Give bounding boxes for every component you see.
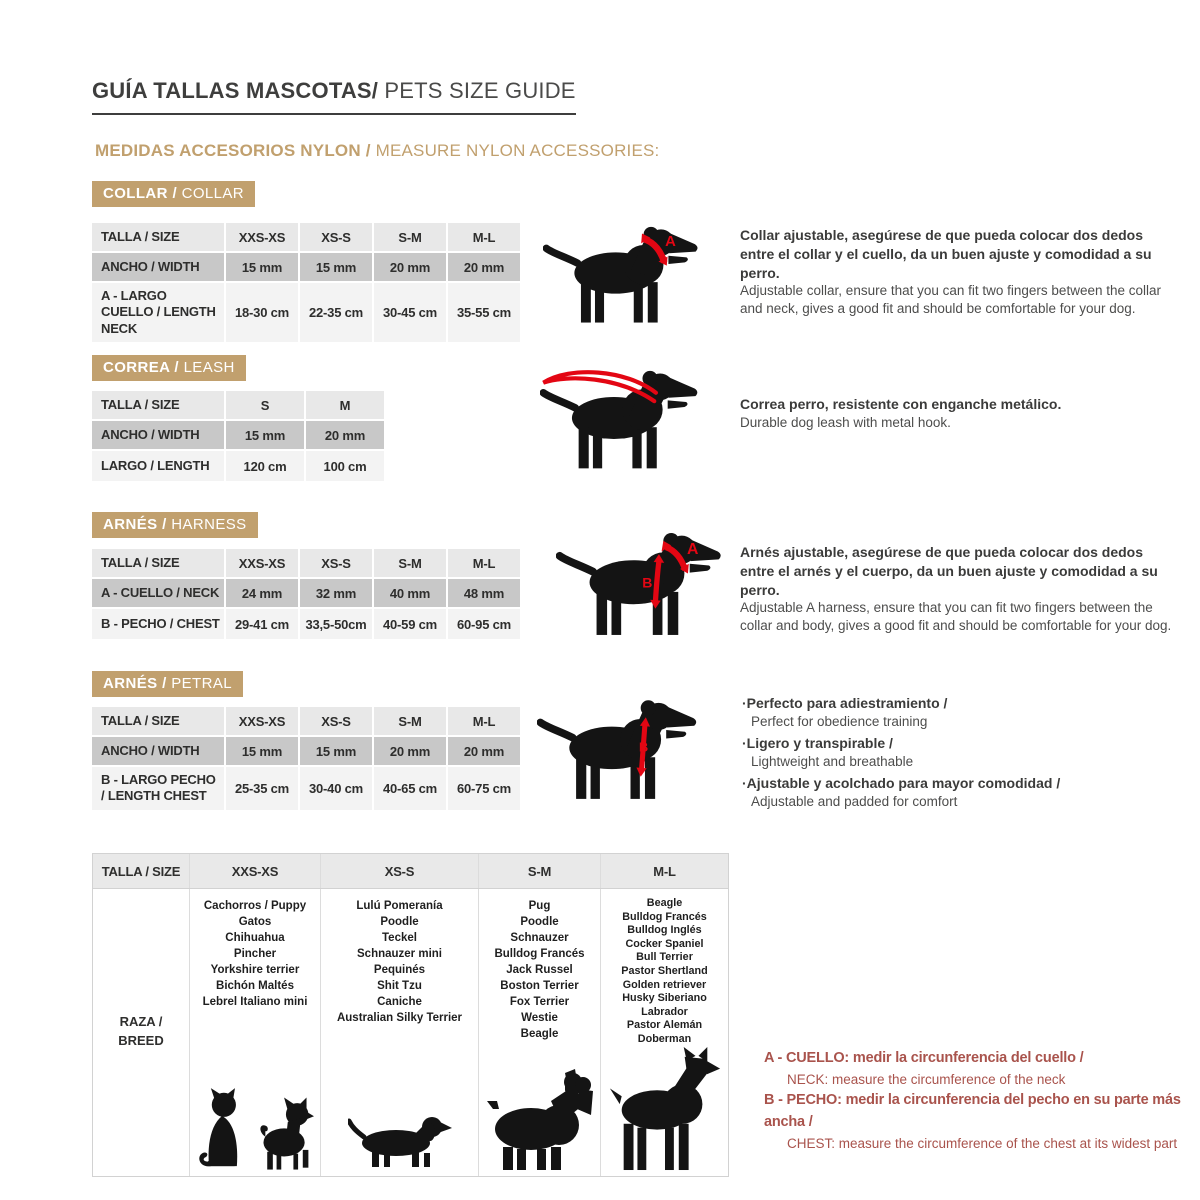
leash-size-table xyxy=(92,389,386,483)
size-table-header-row xyxy=(92,707,520,735)
leash-desc-es: Correa perro, resistente con enganche metálico. xyxy=(740,396,1062,412)
size-table-row xyxy=(92,579,520,607)
breed-list xyxy=(321,889,478,1026)
size-table-cell: 100 cm xyxy=(306,451,384,481)
harness-desc-en: Adjustable A harness, ensure that you can fit two fingers between the collar and body, gives a good fit and should be comfortable for your dog. xyxy=(740,600,1172,634)
breed-item: Gatos xyxy=(238,916,272,928)
breed-item: Boston Terrier xyxy=(500,980,579,992)
size-table-header-label: TALLA / SIZE xyxy=(92,549,224,577)
size-table-cell: 33,5-50cm xyxy=(300,609,372,639)
size-table-cell: 30-45 cm xyxy=(374,283,446,342)
size-table-cell: 40-65 cm xyxy=(374,767,446,810)
breed-item: Lebrel Italiano mini xyxy=(202,996,308,1008)
size-table-cell: 24 mm xyxy=(226,579,298,607)
page-title-en: PETS SIZE GUIDE xyxy=(384,78,576,103)
feature-es: · Ajustable y acolchado para mayor comodidad / xyxy=(742,774,1060,793)
feature-item xyxy=(742,694,1060,731)
harness-desc-es: Arnés ajustable, asegúrese de que pueda colocar dos dedos entre el arnés y el cuerpo, da un buen ajuste y comodidad a su perro. xyxy=(740,544,1158,598)
note-a-es: A - CUELLO: medir la circunferencia del cuello / xyxy=(764,1050,1084,1066)
breed-item: Caniche xyxy=(377,996,422,1008)
feature-es: · Ligero y transpirable / xyxy=(742,734,1060,753)
size-table-row-label: B - PECHO / CHEST xyxy=(92,609,224,639)
breed-item: Fox Terrier xyxy=(509,996,570,1008)
page-subtitle xyxy=(95,141,659,161)
dog-with-collar-marking-icon xyxy=(543,220,708,336)
size-table-header-cell: S-M xyxy=(374,549,446,577)
collar-desc-en: Adjustable collar, ensure that you can fit two fingers between the collar and neck, gives a good fit and should be comfortable for your dog. xyxy=(740,283,1161,317)
breed-item: Teckel xyxy=(382,932,417,944)
size-table-row-label: ANCHO / WIDTH xyxy=(92,737,224,765)
size-table-header-row xyxy=(92,223,520,251)
dachshund-silhouette-icon xyxy=(348,1105,452,1171)
size-table-cell: 32 mm xyxy=(300,579,372,607)
breed-item: Poodle xyxy=(520,916,559,928)
page-subtitle-en: MEASURE NYLON ACCESSORIES: xyxy=(375,141,660,160)
petral-badge-en: PETRAL xyxy=(171,675,232,692)
breed-item: Beagle xyxy=(646,897,683,909)
breed-item: Bichón Maltés xyxy=(216,980,294,992)
breed-item: Bulldog Francés xyxy=(622,910,707,923)
leash-desc-en: Durable dog leash with metal hook. xyxy=(740,414,951,430)
size-table-cell: 20 mm xyxy=(448,253,520,281)
collar-desc-es: Collar ajustable, asegúrese de que pueda colocar dos dedos entre el collar y el cuello, da un buen ajuste y comodidad a su perro. xyxy=(740,227,1152,281)
size-table-header-label: TALLA / SIZE xyxy=(92,223,224,251)
dog-with-harness-marking-icon xyxy=(556,526,732,649)
size-table-cell: 15 mm xyxy=(226,253,298,281)
collar-size-table xyxy=(92,221,522,344)
harness-badge-en: HARNESS xyxy=(171,516,247,533)
harness-b-label: B xyxy=(642,574,653,591)
harness-badge-es: ARNÉS / xyxy=(103,516,167,533)
breed-item: Golden retriever xyxy=(622,978,707,991)
breed-item: Pastor Shertland xyxy=(621,964,708,977)
size-table-cell: 60-75 cm xyxy=(448,767,520,810)
size-table-header-cell: S-M xyxy=(374,707,446,735)
animal-silhouettes xyxy=(190,1087,320,1176)
size-table-row-label: A - CUELLO / NECK xyxy=(92,579,224,607)
size-table-cell: 15 mm xyxy=(300,737,372,765)
size-table-row-label: LARGO / LENGTH xyxy=(92,451,224,481)
collar-section-badge xyxy=(92,181,255,207)
size-table xyxy=(90,221,522,344)
breed-row-label-en: BREED xyxy=(118,1033,164,1049)
size-table-header-row xyxy=(92,391,384,419)
leash-badge-en: LEASH xyxy=(183,359,235,376)
feature-item xyxy=(742,734,1060,771)
size-table-row-label: A - LARGO CUELLO / LENGTH NECK xyxy=(92,283,224,342)
breed-item: Pequinés xyxy=(373,964,426,976)
size-table-row xyxy=(92,451,384,481)
collar-description xyxy=(740,226,1174,318)
breed-item: Cachorros / Puppy xyxy=(203,900,307,912)
size-table-cell: 18-30 cm xyxy=(226,283,298,342)
breed-item: Schnauzer mini xyxy=(357,948,442,960)
schnauzer-silhouette-icon xyxy=(487,1067,593,1171)
breed-item: Pug xyxy=(528,900,551,912)
size-table-cell: 22-35 cm xyxy=(300,283,372,342)
note-a-en: NECK: measure the circumference of the neck xyxy=(787,1071,1066,1087)
breed-column-xs-s xyxy=(321,889,479,1176)
breed-item: Westie xyxy=(521,1012,558,1024)
breed-table-header xyxy=(93,854,728,889)
harness-section-badge xyxy=(92,512,258,538)
petral-size-table xyxy=(92,705,522,812)
breed-header-m-l: M-L xyxy=(653,864,676,879)
breed-size-table xyxy=(92,853,729,1177)
chihuahua-silhouette-icon xyxy=(256,1097,314,1171)
size-table-cell: 20 mm xyxy=(374,737,446,765)
page-title-es: GUÍA TALLAS MASCOTAS/ xyxy=(92,78,379,103)
size-table-header-cell: XXS-XS xyxy=(226,549,298,577)
breed-header-s-m: S-M xyxy=(479,854,601,888)
size-table-header-cell: XS-S xyxy=(300,549,372,577)
note-b-es: B - PECHO: medir la circunferencia del pecho en su parte más ancha / xyxy=(764,1092,1181,1130)
size-table-header-cell: M xyxy=(306,391,384,419)
breed-row-label xyxy=(93,889,190,1176)
size-table-header-cell: XS-S xyxy=(300,707,372,735)
petral-b-label: B xyxy=(639,739,649,755)
size-table-row xyxy=(92,767,520,810)
size-table-cell: 40 mm xyxy=(374,579,446,607)
measurement-notes xyxy=(764,1048,1194,1154)
animal-silhouettes xyxy=(601,1047,728,1176)
breed-item: Labrador xyxy=(641,1005,688,1018)
size-table-cell: 20 mm xyxy=(448,737,520,765)
size-table-cell: 35-55 cm xyxy=(448,283,520,342)
size-table-row xyxy=(92,253,520,281)
size-table-header-row xyxy=(92,549,520,577)
breed-header-talla: TALLA / SIZE xyxy=(93,854,190,888)
breed-item: Pastor Alemán xyxy=(626,1019,703,1032)
breed-row-label-es: RAZA / xyxy=(119,1014,163,1030)
size-table-cell: 30-40 cm xyxy=(300,767,372,810)
feature-en: Lightweight and breathable xyxy=(751,754,914,769)
harness-a-label: A xyxy=(687,541,699,559)
breed-header-xxs-xs: XXS-XS xyxy=(190,854,321,888)
dog-with-petral-marking-icon xyxy=(537,688,707,818)
size-table-row-label: B - LARGO PECHO / LENGTH CHEST xyxy=(92,767,224,810)
breed-column-s-m xyxy=(479,889,601,1176)
breed-item: Shit Tzu xyxy=(377,980,422,992)
feature-es: · Perfecto para adiestramiento / xyxy=(742,694,1060,713)
size-table-cell: 15 mm xyxy=(300,253,372,281)
breed-item: Chihuahua xyxy=(225,932,285,944)
collar-badge-en: COLLAR xyxy=(181,185,245,202)
size-table-row-label: ANCHO / WIDTH xyxy=(92,421,224,449)
size-table-row xyxy=(92,609,520,639)
leash-description xyxy=(740,395,1174,432)
breed-item: Cocker Spaniel xyxy=(625,937,704,950)
breed-item: Pincher xyxy=(233,948,277,960)
size-table-cell: 40-59 cm xyxy=(374,609,446,639)
breed-list xyxy=(190,889,320,1010)
feature-item xyxy=(742,774,1060,811)
size-table-header-cell: M-L xyxy=(448,707,520,735)
size-table-cell: 60-95 cm xyxy=(448,609,520,639)
size-table-header-label: TALLA / SIZE xyxy=(92,391,224,419)
feature-en: Perfect for obedience training xyxy=(751,713,928,729)
note-b-en: CHEST: measure the circumference of the chest at its widest part xyxy=(787,1135,1178,1151)
leash-section-badge xyxy=(92,355,246,381)
breed-item: Bulldog Francés xyxy=(494,948,585,960)
harness-description xyxy=(740,543,1174,635)
size-table-cell: 20 mm xyxy=(374,253,446,281)
size-table-header-cell: M-L xyxy=(448,223,520,251)
collar-badge-es: COLLAR / xyxy=(103,185,178,202)
size-table-cell: 120 cm xyxy=(226,451,304,481)
page-title xyxy=(92,78,576,115)
breed-header-xs-s: XS-S xyxy=(321,854,479,888)
breed-item: Doberman xyxy=(637,1032,692,1045)
petral-section-badge xyxy=(92,671,243,697)
dog-with-leash-icon xyxy=(540,364,708,482)
page-subtitle-es: MEDIDAS ACCESORIOS NYLON / xyxy=(95,141,371,160)
breed-item: Beagle xyxy=(520,1028,559,1040)
size-table-cell: 15 mm xyxy=(226,737,298,765)
breed-item: Schnauzer xyxy=(510,932,569,944)
breed-item: Yorkshire terrier xyxy=(210,964,300,976)
petral-badge-es: ARNÉS / xyxy=(103,675,167,692)
size-table-row xyxy=(92,421,384,449)
breed-item: Husky Siberiano xyxy=(622,992,707,1005)
feature-en: Adjustable and padded for comfort xyxy=(751,794,958,810)
breed-item: Australian Silky Terrier xyxy=(336,1012,463,1024)
breed-column-m-l xyxy=(601,889,728,1176)
size-table-header-cell: M-L xyxy=(448,549,520,577)
breed-item: Bull Terrier xyxy=(636,951,693,964)
size-table-header-cell: S xyxy=(226,391,304,419)
breed-list xyxy=(601,889,728,1047)
animal-silhouettes xyxy=(321,1105,478,1176)
breed-item: Lulú Pomeranía xyxy=(356,900,443,912)
size-table-cell: 15 mm xyxy=(226,421,304,449)
size-table-header-cell: XXS-XS xyxy=(226,707,298,735)
size-table-row xyxy=(92,283,520,342)
petral-features-list xyxy=(742,694,1060,814)
breed-column-xxs-xs xyxy=(190,889,321,1176)
size-table-cell: 20 mm xyxy=(306,421,384,449)
cat-silhouette-icon xyxy=(196,1087,248,1171)
breed-item: Jack Russel xyxy=(506,964,573,976)
breed-table-body xyxy=(93,889,728,1176)
size-table-row-label: ANCHO / WIDTH xyxy=(92,253,224,281)
size-table xyxy=(90,547,522,641)
breed-list xyxy=(479,889,600,1042)
collar-a-label: A xyxy=(665,233,676,250)
size-table-cell: 25-35 cm xyxy=(226,767,298,810)
size-table-cell: 48 mm xyxy=(448,579,520,607)
breed-item: Bulldog Inglés xyxy=(627,924,702,937)
animal-silhouettes xyxy=(479,1067,600,1176)
size-table-header-cell: XS-S xyxy=(300,223,372,251)
size-table-header-label: TALLA / SIZE xyxy=(92,707,224,735)
size-table-header-cell: XXS-XS xyxy=(226,223,298,251)
size-table-header-cell: S-M xyxy=(374,223,446,251)
dog-silhouette xyxy=(540,700,696,799)
doberman-silhouette-icon xyxy=(609,1047,721,1171)
size-table-cell: 29-41 cm xyxy=(226,609,298,639)
size-table xyxy=(90,389,386,483)
size-table-row xyxy=(92,737,520,765)
leash-badge-es: CORREA / xyxy=(103,359,179,376)
breed-item: Poodle xyxy=(380,916,419,928)
harness-size-table xyxy=(92,547,522,641)
size-table xyxy=(90,705,522,812)
